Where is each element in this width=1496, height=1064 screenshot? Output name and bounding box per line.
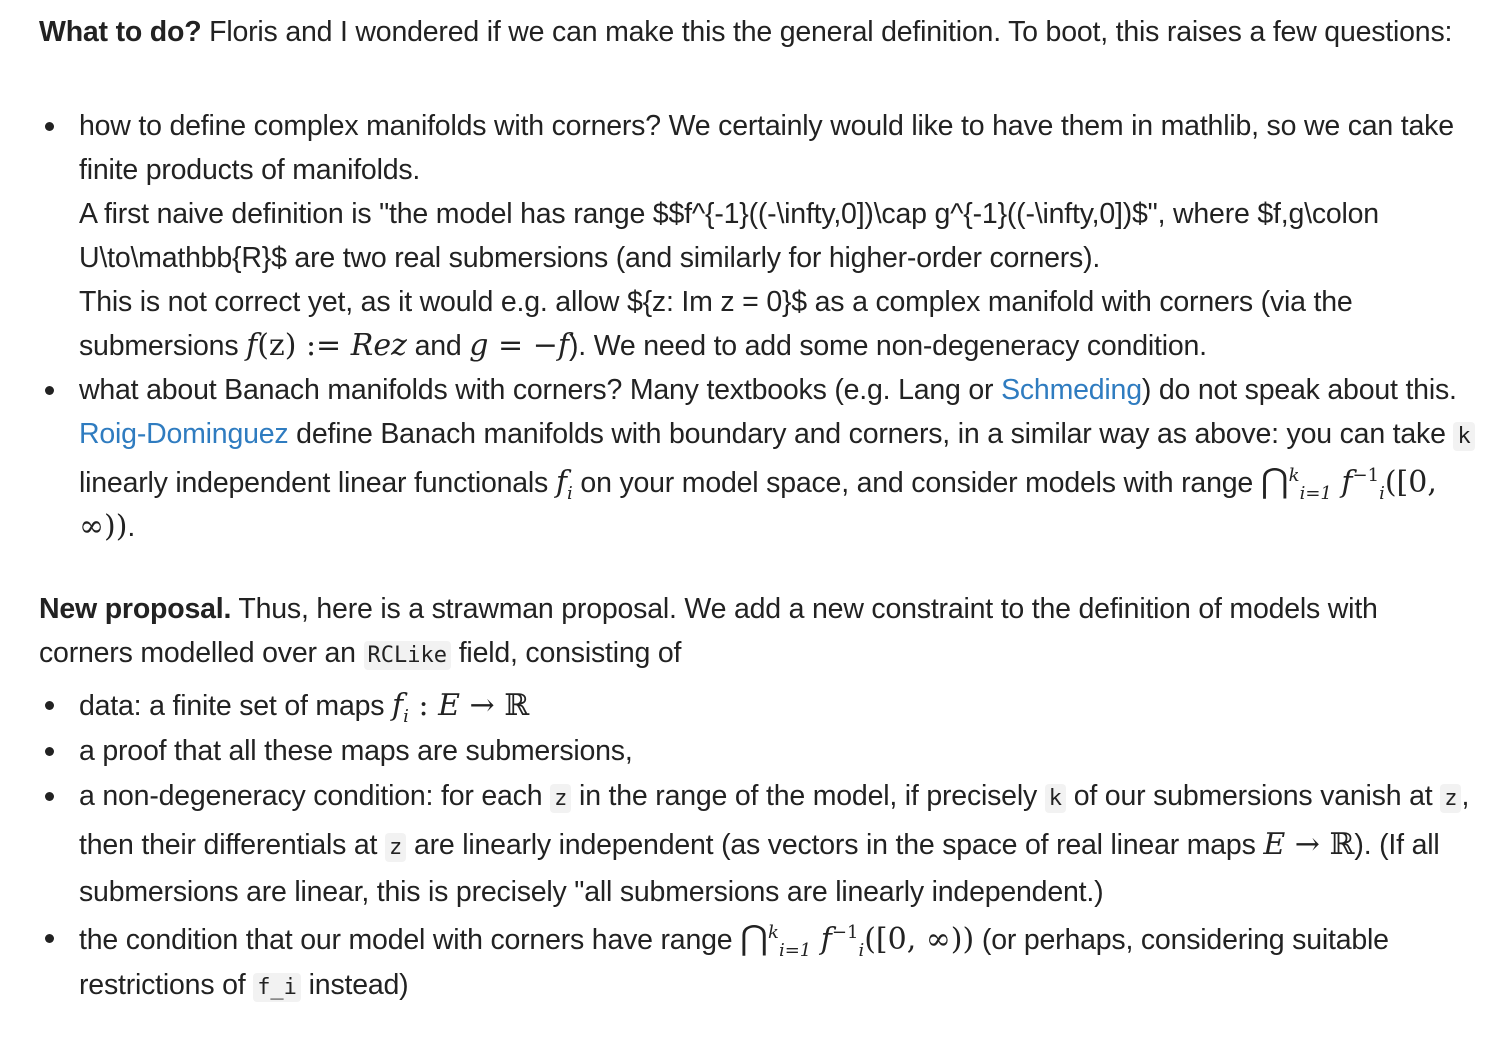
code-z: z [550, 784, 571, 813]
non-degeneracy-text: ). We need to add some non-degeneracy condition. [568, 330, 1207, 362]
roig-dominguez-link[interactable]: Roig-Dominguez [79, 418, 289, 450]
what-to-do-heading: What to do? [39, 16, 202, 48]
naive-definition-text: A first naive definition is "the model has range $$f^{-1}((-\infty,0])\cap g^{-1}((-\infty,0])$", where $f,g\colon U\to\mathbb{R}$ are two real submersions (and similarly for higher-order corners). [79, 198, 1379, 274]
intro-text: Floris and I wondered if we can make this the general definition. To boot, this raises a few questions: [201, 16, 1453, 48]
schmeding-link[interactable]: Schmeding [1001, 374, 1142, 406]
list-item-submersion-proof: a proof that all these maps are submersions, [79, 729, 1479, 774]
proposal-list [39, 683, 1479, 1010]
math-f-i-map: $f_i$ : E → ℝ [392, 688, 530, 727]
intro-paragraph [39, 10, 1459, 54]
math-f-i: $f_i$ [555, 465, 573, 504]
math-E-to-R: E → ℝ [1263, 826, 1355, 862]
list-item-range-condition: the condition that our model with corners have range ⋂$^k_{i=1}$ $f^{-1}_i([0$, ∞)) (or perhaps, considering suitable restrictions of f_i instead) [79, 916, 1479, 1010]
code-f-i: f_i [253, 973, 301, 1002]
questions-list [39, 104, 1479, 568]
math-f-of-z: f(z) := Rez [246, 328, 407, 363]
counterexample-text: This is not correct yet, as it would e.g. allow ${z: Im z = 0}$ as a complex manifold with corners (via the submersions [79, 286, 1353, 362]
new-proposal-heading: New proposal. [39, 593, 232, 625]
complex-manifolds-question: how to define complex manifolds with corners? We certainly would like to have them in mathlib, so we can take finite products of manifolds. [79, 110, 1454, 186]
code-rclike: RCLike [364, 641, 451, 670]
list-item-complex-manifolds: how to define complex manifolds with corners? We certainly would like to have them in mathlib, so we can take finite products of manifolds. A first naive definition is "the model has range $$f^{-1}((-\infty,0])\cap g^{-1}((-\infty,0])$", where $f,g\colon U\to\mathbb{R}$ are two real submersions (and similarly for higher-order corners). This is not correct yet, as it would e.g. allow ${z: Im z = 0}$ as a complex manifold with corners (via the submersions f(z) := Rez and g = −f). We need to add some non-degeneracy condition. [79, 104, 1479, 368]
list-item-non-degeneracy: a non-degeneracy condition: for each z in the range of the model, if precisely k of our submersions vanish at z , then their differentials at z are linearly independent (as vectors in the space of real linear maps E → ℝ). (If all submersions are linear, this is precisely "all submersions are linearly independent.) [79, 774, 1479, 916]
list-item-data: data: a finite set of maps $f_i$ : E → ℝ [79, 683, 1479, 729]
code-k: k [1453, 422, 1474, 451]
list-item-banach-manifolds: what about Banach manifolds with corners? Many textbooks (e.g. Lang or Schmeding) do not speak about this. Roig-Dominguez define Banach manifolds with boundary and corners, in a similar way as above: you can take k linearly independent linear functionals $f_i$ on your model space, and consider models with range ⋂$^k_{i=1}$ $f^{-1}_i([0$, ∞)). [79, 368, 1479, 568]
code-k: k [1045, 784, 1066, 813]
math-g-equals-minus-f: g = −f [469, 328, 569, 363]
math-intersection-range: ⋂$^k_{i=1}$ $f^{-1}_i([0$, ∞)) [79, 461, 1437, 544]
proposal-paragraph: New proposal. Thus, here is a strawman proposal. We add a new constraint to the definition of models with corners modelled over an RCLike field, consisting of [39, 593, 1378, 669]
math-intersection-range: ⋂$^k_{i=1}$ $f^{-1}_i([0$, ∞)) [740, 917, 975, 961]
code-z: z [385, 833, 406, 862]
code-z: z [1440, 784, 1461, 813]
